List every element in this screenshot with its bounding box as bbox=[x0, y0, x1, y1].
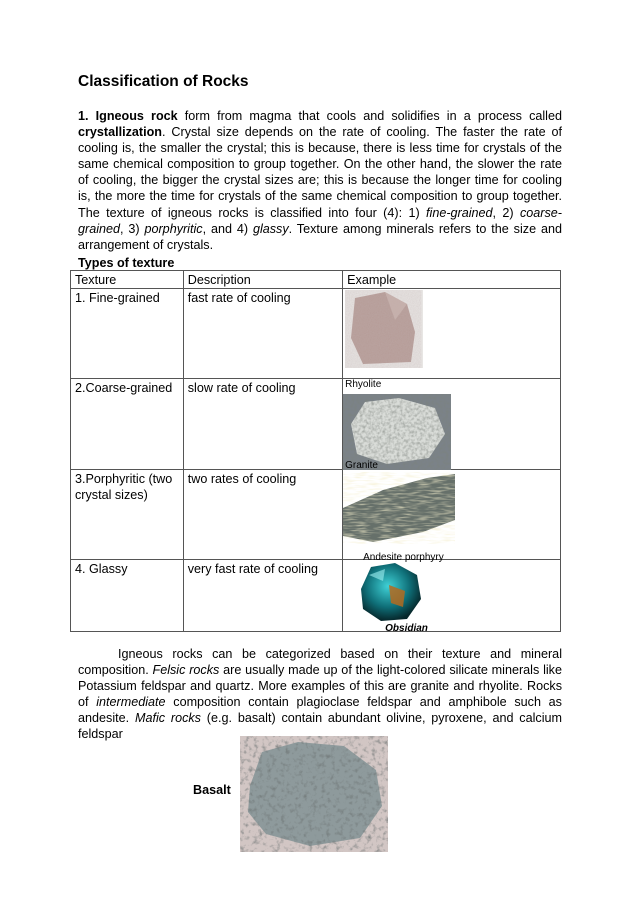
rhyolite-image bbox=[345, 290, 423, 368]
igneous-paragraph: 1. Igneous rock form from magma that cools and solidifies in a process called crystallization. Crystal size depends on the rate of cooling. The faster the rate of cooling is, the smaller the crystal; this is because, there is less time for crystals of the same chemical composition to group together. On the other hand, the slower the rate of cooling, the bigger the crystal sizes are; this is because the longer time for cooling is, the more the time for crystals of the same chemical composition to group together. The texture of igneous rocks is classified into four (4): 1) fine-grained, 2) coarse-grained, 3) porphyritic, and 4) glassy. Texture among minerals refers to the size and arrangement of crystals. bbox=[78, 109, 562, 252]
texture-table bbox=[70, 270, 561, 632]
table-row bbox=[71, 289, 561, 379]
table-row bbox=[71, 560, 561, 632]
basalt-image bbox=[240, 736, 388, 852]
basalt-label: Basalt bbox=[193, 783, 231, 797]
composition-paragraph: Igneous rocks can be categorized based on their texture and mineral composition. Felsic rocks are usually made up of the light-colored silicate minerals like Potassium feldspar and quartz. More examples of this are granite and rhyolite. Rocks of intermediate composition contain plagioclase feldspar and amphibole such as andesite. Mafic rocks (e.g. basalt) contain abundant olivine, pyroxene, and calcium feldspar bbox=[78, 647, 562, 742]
obsidian-image bbox=[355, 561, 427, 623]
example-cell bbox=[343, 560, 561, 632]
example-caption: Rhyolite bbox=[345, 379, 382, 390]
page-title: Classification of Rocks bbox=[78, 73, 249, 90]
term-crystallization: crystallization bbox=[78, 125, 162, 140]
description-cell: fast rate of cooling bbox=[183, 289, 342, 379]
description-cell: two rates of cooling bbox=[183, 470, 342, 560]
table-row bbox=[71, 470, 561, 560]
example-caption: Andesite porphyry bbox=[363, 552, 444, 563]
header-description: Description bbox=[183, 271, 342, 289]
table-row bbox=[71, 379, 561, 470]
texture-cell: 2.Coarse-grained bbox=[71, 379, 184, 470]
texture-cell: 3.Porphyritic (two crystal sizes) bbox=[71, 470, 184, 560]
description-cell: very fast rate of cooling bbox=[183, 560, 342, 632]
texture-cell: 4. Glassy bbox=[71, 560, 184, 632]
header-example: Example bbox=[343, 271, 561, 289]
texture-cell: 1. Fine-grained bbox=[71, 289, 184, 379]
example-caption: Obsidian bbox=[385, 623, 428, 634]
types-heading: Types of texture bbox=[78, 256, 175, 270]
example-caption: Granite bbox=[345, 460, 378, 471]
example-cell bbox=[343, 470, 561, 563]
igneous-lead: 1. Igneous rock bbox=[78, 109, 178, 123]
andesite-porphyry-image bbox=[343, 472, 455, 544]
header-texture: Texture bbox=[71, 271, 184, 289]
example-cell bbox=[343, 379, 561, 470]
example-cell bbox=[343, 289, 561, 390]
description-cell: slow rate of cooling bbox=[183, 379, 342, 470]
table-header-row bbox=[71, 271, 561, 289]
